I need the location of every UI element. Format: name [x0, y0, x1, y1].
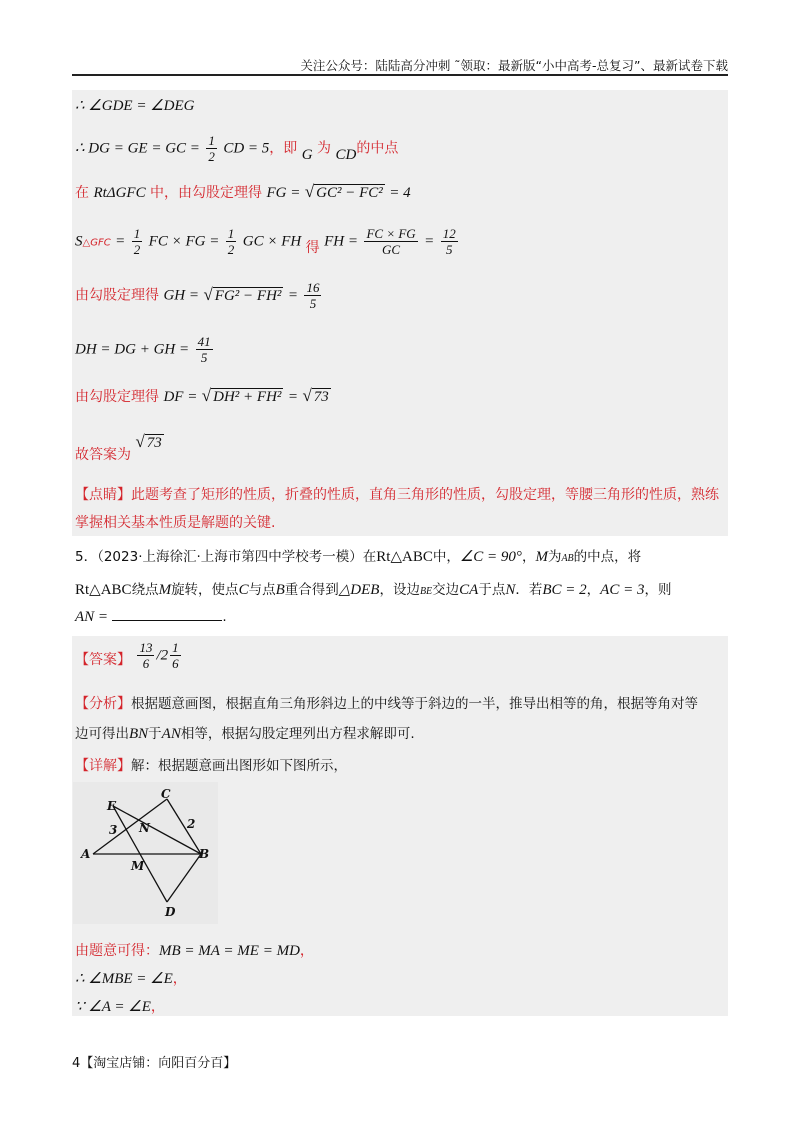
tip-line-2: 掌握相关基本性质是解题的关键. — [75, 515, 276, 531]
solution-line-4: S△GFC = $\frac{1}{2}$ FC × FG = $\frac{1}{2}$ GC × FH 得 FH = $\frac{FC \times FG}{GC}$ = $\frac{12}{5}$ — [75, 226, 456, 257]
segment-CB — [167, 799, 201, 854]
solution-line-8: 故答案为 √ 73 — [75, 432, 162, 463]
solution-line-7: 由勾股定理得 DF = √ DH² + FH² = √ 73 — [75, 386, 329, 405]
label-C: C — [161, 787, 171, 801]
label-M: M — [131, 859, 145, 873]
tip-label: 【点睛】 — [75, 487, 131, 503]
solution-line-5: 由勾股定理得 GH = √ FG² − FH² = $\frac{16}{5}$ — [75, 280, 320, 311]
question-5-line-3: AN = . — [75, 609, 227, 625]
detail-line: 【详解】解：根据题意画出图形如下图所示， — [75, 758, 347, 774]
analysis-line-2: 边可得出BN于AN相等，根据勾股定理列出方程求解即可. — [75, 726, 415, 742]
label-B: B — [199, 847, 210, 861]
answer-blank — [112, 608, 222, 621]
tip-line-1: 【点睛】此题考查了矩形的性质，折叠的性质，直角三角形的性质，勾股定理，等腰三角形的性质，熟练 — [75, 487, 719, 503]
label-E: E — [107, 799, 117, 813]
segment-DB — [167, 854, 201, 902]
solution-line-6: DH = DG + GH = $\frac{41}{5}$ — [75, 334, 211, 365]
solution-line-3: 在 RtΔGFC 中，由勾股定理得 FG = √ GC² − FC² = 4 — [75, 182, 411, 201]
page-footer: 4【淘宝店铺：向阳百分百】 — [72, 1056, 237, 1071]
page-header — [72, 52, 728, 76]
solution-line-1: ∴ ∠GDE = ∠DEG — [75, 98, 195, 114]
label-length-2: 2 — [187, 817, 196, 831]
after-line-1: 由题意可得：MB = MA = ME = MD， — [75, 943, 314, 959]
label-length-3: 3 — [109, 823, 118, 837]
analysis-line-1: 【分析】根据题意画图，根据直角三角形斜边上的中线等于斜边的一半，推导出相等的角，根据等角对等 — [75, 696, 698, 712]
question-5-line-2: Rt△ABC绕点M旋转，使点C与点B重合得到△DEB，设边BE交边CA于点N．若BC = 2，AC = 3，则 — [75, 582, 672, 598]
answer-line: 【答案】 $\frac{13}{6}$ /2 $\frac{1}{6}$ — [75, 640, 179, 671]
after-line-3: ∵ ∠A = ∠E， — [75, 999, 165, 1015]
triangle-diagram — [73, 782, 218, 924]
label-N: N — [139, 821, 150, 835]
fraction-half: $\frac{1}{2}$ — [208, 133, 215, 164]
geometry-figure — [73, 782, 218, 924]
label-D: D — [165, 905, 176, 919]
question-5-line-1: 5．（2023·上海徐汇·上海市第四中学校考一模）在Rt△ABC中，∠C = 90°，M为AB的中点，将 — [75, 549, 642, 565]
solution-line-2: ∴ DG = GE = GC = $\frac{1}{2}$ CD = 5，即 G 为 CD的中点 — [75, 133, 399, 164]
after-line-2: ∴ ∠MBE = ∠E， — [75, 971, 187, 987]
label-A: A — [81, 847, 91, 861]
header-text: 关注公众号：陆陆高分冲刺 ˜领取：最新版“小中高考-总复习”、最新试卷下载 — [300, 58, 728, 73]
segment-AC — [93, 799, 167, 854]
